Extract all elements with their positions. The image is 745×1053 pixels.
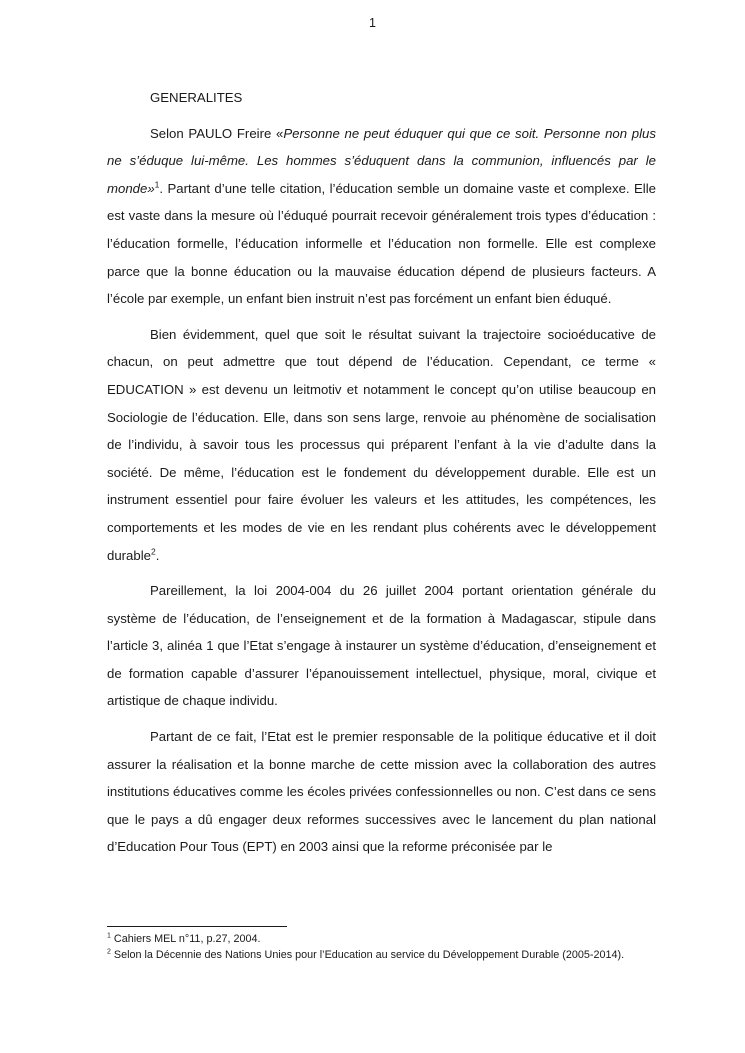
paragraph-2-text: Bien évidemment, quel que soit le résultat suivant la trajectoire socioéducative de chacun, on peut admettre que tout dépend de l’éducation. Cependant, ce terme « EDUCATION » est devenu un leitmotiv et notamment le concept qu’on utilise beaucoup en Sociologie de l’éducation. Elle, dans son sens large, renvoie au phénomène de socialisation de l’individu, à savoir tous les processus qui préparent l’enfant à la vie d’adulte dans la société. De même, l’éducation est le fondement du développement durable. Elle est un instrument essentiel pour faire évoluer les valeurs et les attitudes, les compétences, les comportements et les modes de vie en les rendant plus cohérents avec le développement durable (107, 326, 656, 563)
footnote-2-mark: 2 (107, 948, 111, 956)
paragraph-2 (107, 321, 656, 569)
page-number: 1 (369, 16, 376, 30)
footnote-1-text: Cahiers MEL n°11, p.27, 2004. (110, 933, 261, 945)
paragraph-2-end: . (155, 547, 160, 563)
footnote-1 (107, 931, 667, 947)
footnote-ref-2[interactable]: 2 (151, 546, 156, 557)
body-text (107, 84, 656, 861)
freire-quote: Personne ne peut éduquer qui que ce soit. Personne non plus ne s’éduque lui-même. Les hommes s’éduquent dans la communion, influencés par le monde» (107, 125, 656, 196)
paragraph-1-rest: . Partant d’une telle citation, l’éducation semble un domaine vaste et complexe. Elle est vaste dans la mesure où l’éduqué pourrait recevoir généralement trois types d’éducation : l’éducation formelle, l’éducation informelle et l’éducation non formelle. Elle est complexe parce que la bonne éducation ou la mauvaise éducation dépend de plusieurs facteurs. A l’école par exemple, un enfant bien instruit n’est pas forcément un enfant bien éduqué. (107, 180, 656, 307)
footnote-separator (107, 926, 287, 927)
footnote-2 (107, 947, 667, 963)
paragraph-1-lead: Selon PAULO Freire « (150, 125, 284, 141)
footnotes (107, 931, 667, 963)
paragraph-1 (107, 120, 656, 313)
footnote-2-text: Selon la Décennie des Nations Unies pour l’Education au service du Développement Durable (2005-2014). (110, 949, 625, 961)
section-heading: GENERALITES (150, 90, 243, 105)
paragraph-3: Pareillement, la loi 2004-004 du 26 juillet 2004 portant orientation générale du système de l’éducation, de l’enseignement et de la formation à Madagascar, stipule dans l’article 3, alinéa 1 que l’Etat s’engage à instaurer un système d’éducation, d’enseignement et de formation capable d’assurer l’épanouissement intellectuel, physique, moral, civique et artistique de chaque individu. (107, 583, 656, 709)
footnote-ref-1[interactable]: 1 (154, 179, 160, 190)
footnote-1-mark: 1 (107, 932, 111, 940)
paragraph-4: Partant de ce fait, l’Etat est le premier responsable de la politique éducative et il doit assurer la réalisation et la bonne marche de cette mission avec la collaboration des autres institutions éducatives comme les écoles privées confessionnelles ou non. C’est dans ce sens que le pays a dû engager deux reformes successives avec le lancement du plan national d’Education Pour Tous (EPT) en 2003 ainsi que la reforme préconisée par le (107, 729, 656, 855)
